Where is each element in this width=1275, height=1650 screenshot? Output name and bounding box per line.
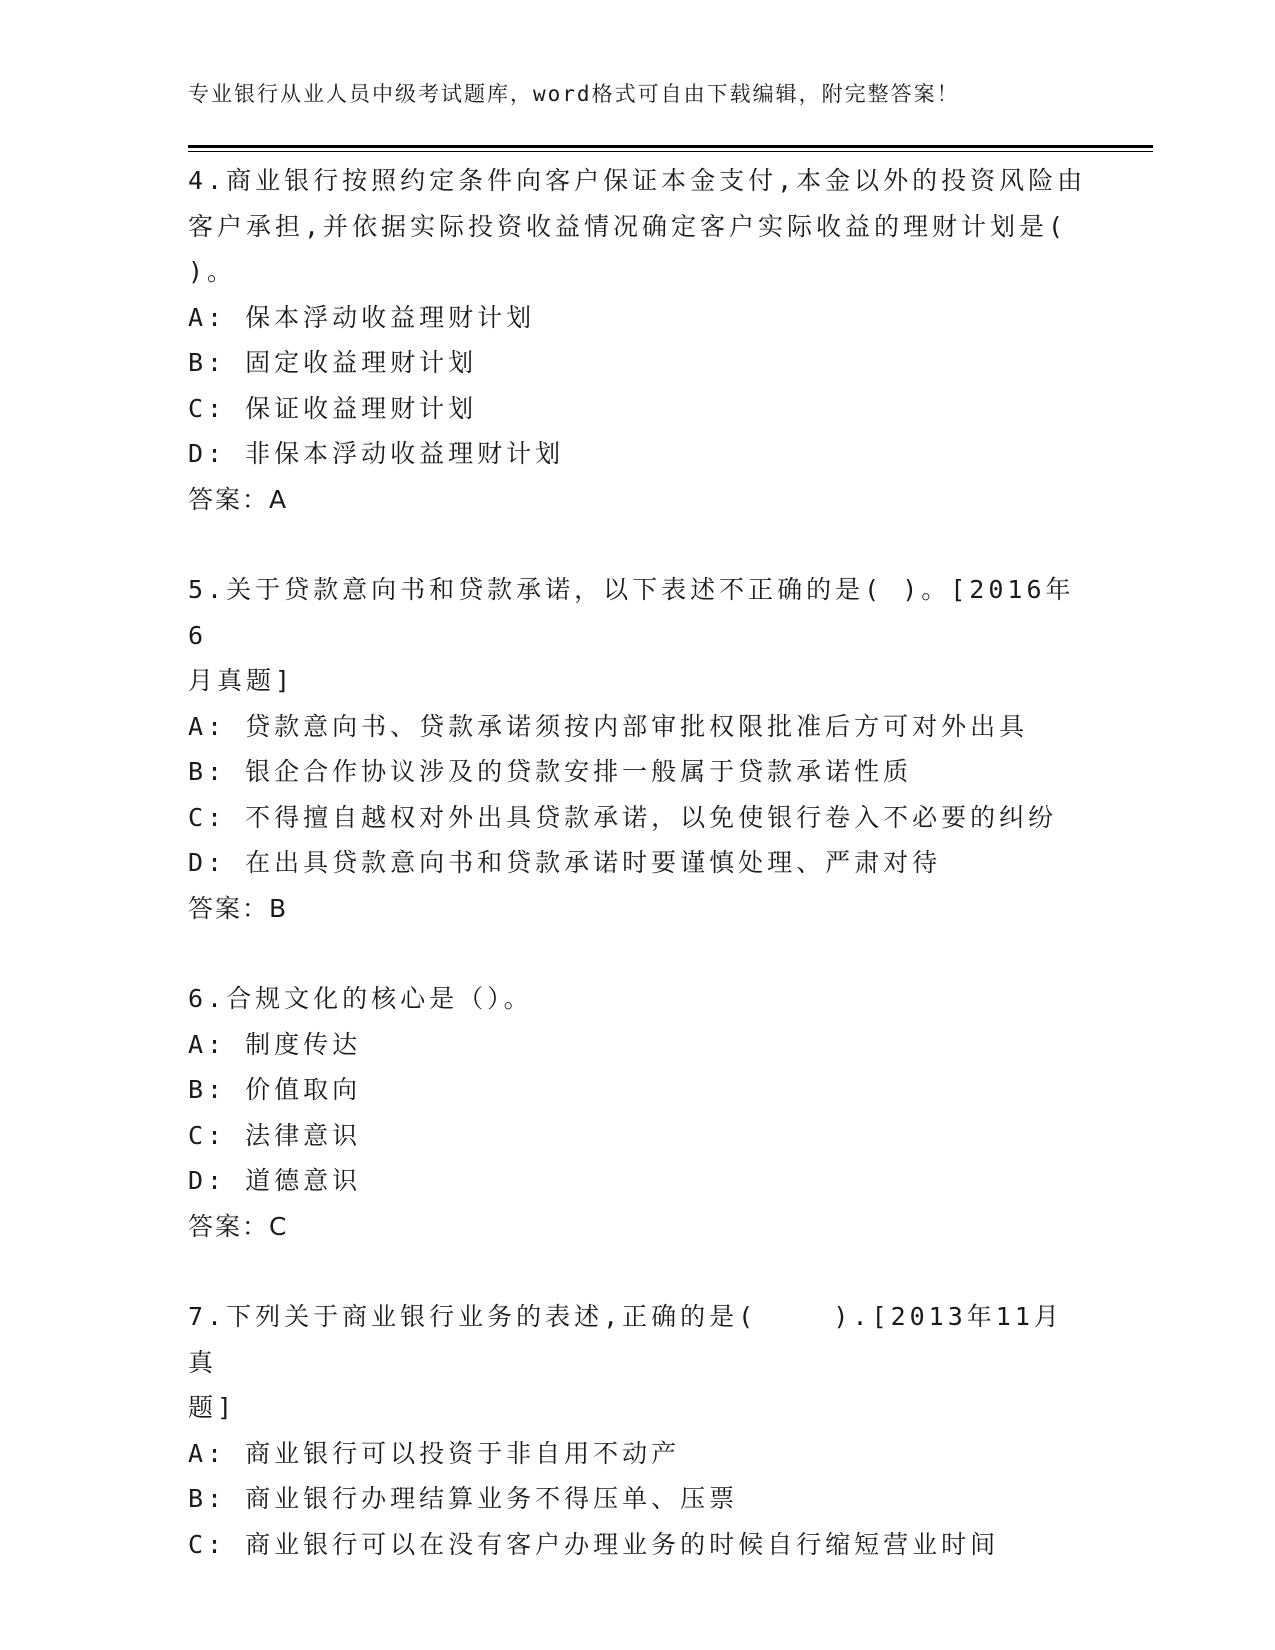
question-item bbox=[188, 1294, 1088, 1567]
question-spacer bbox=[188, 931, 1088, 976]
option-c: C: 商业银行可以在没有客户办理业务的时候自行缩短营业时间 bbox=[188, 1529, 1000, 1559]
question-item bbox=[188, 158, 1088, 522]
option-a: A: 贷款意向书、贷款承诺须按内部审批权限批准后方可对外出具 bbox=[188, 711, 1029, 741]
question-stem-line: 题] bbox=[188, 1393, 237, 1422]
option-d: D: 非保本浮动收益理财计划 bbox=[188, 439, 565, 468]
page-header: 专业银行从业人员中级考试题库，word格式可自由下载编辑，附完整答案！ bbox=[188, 82, 960, 106]
question-stem-line: )。 bbox=[188, 257, 237, 286]
question-stem-line: 4.商业银行按照约定条件向客户保证本金支付,本金以外的投资风险由 bbox=[188, 166, 1087, 195]
option-c: C: 保证收益理财计划 bbox=[188, 393, 478, 423]
question-stem-line: 月真题] bbox=[188, 666, 295, 695]
header-divider-thick bbox=[188, 145, 1153, 148]
question-stem-line: 客户承担,并依据实际投资收益情况确定客户实际收益的理财计划是( bbox=[188, 211, 1068, 241]
option-c: C: 法律意识 bbox=[188, 1120, 362, 1150]
option-c: C: 不得擅自越权对外出具贷款承诺，以免使银行卷入不必要的纠纷 bbox=[188, 802, 1058, 832]
header-divider-thin bbox=[188, 151, 1153, 152]
answer-line: 答案：C bbox=[188, 1211, 289, 1241]
option-d: D: 在出具贷款意向书和贷款承诺时要谨慎处理、严肃对待 bbox=[188, 848, 942, 877]
option-d: D: 道德意识 bbox=[188, 1166, 362, 1195]
question-item bbox=[188, 567, 1088, 931]
option-a: A: 商业银行可以投资于非自用不动产 bbox=[188, 1438, 681, 1468]
question-stem-line: 7.下列关于商业银行业务的表述,正确的是( ).[2013年11月真 bbox=[188, 1302, 1063, 1377]
question-stem-line: 6.合规文化的核心是（）。 bbox=[188, 984, 533, 1013]
question-item bbox=[188, 976, 1088, 1249]
option-b: B: 固定收益理财计划 bbox=[188, 348, 478, 377]
question-stem-line: 5.关于贷款意向书和贷款承诺，以下表述不正确的是( )。[2016年6 bbox=[188, 575, 1075, 650]
answer-line: 答案：B bbox=[188, 893, 289, 923]
option-a: A: 保本浮动收益理财计划 bbox=[188, 302, 536, 332]
question-spacer bbox=[188, 1249, 1088, 1294]
question-spacer bbox=[188, 522, 1088, 567]
answer-line: 答案：A bbox=[188, 484, 289, 514]
option-a: A: 制度传达 bbox=[188, 1029, 362, 1059]
question-list bbox=[188, 158, 1088, 1567]
option-b: B: 价值取向 bbox=[188, 1075, 362, 1104]
option-b: B: 商业银行办理结算业务不得压单、压票 bbox=[188, 1484, 739, 1513]
option-b: B: 银企合作协议涉及的贷款安排一般属于贷款承诺性质 bbox=[188, 757, 913, 786]
